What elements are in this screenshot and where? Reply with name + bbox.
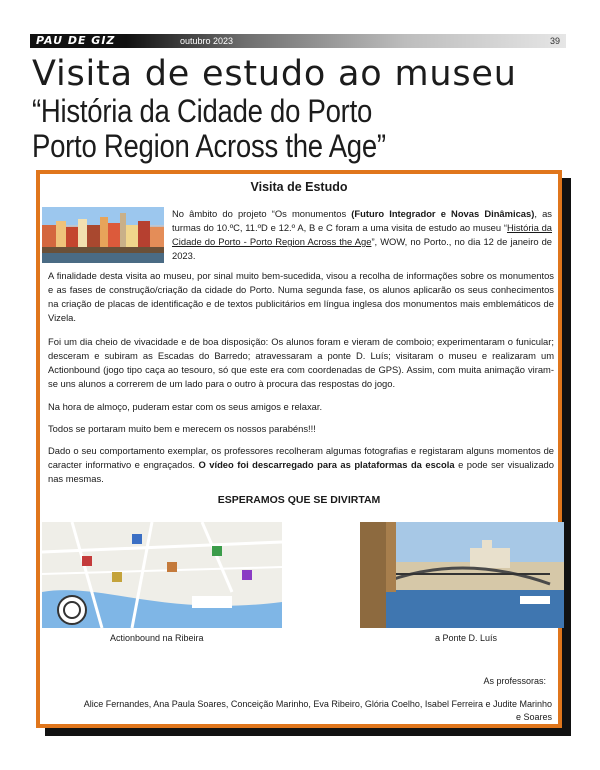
actionbound-map-image	[42, 522, 282, 628]
professors-names: Alice Fernandes, Ana Paula Soares, Conceição Marinho, Eva Ribeiro, Glória Coelho, Isabel Ferreira e Judite Marinho e Soares	[83, 699, 552, 722]
activities-paragraph: Foi um dia cheio de vivacidade e de boa disposição: Os alunos foram e vieram de comboio; experimentaram o funicular; desceram e subiram as Escadas do Barredo; atravessaram a ponte D. Luís; visitaram o museu e realizaram um Actionbound (jogo tipo caça ao tesouro, só que este era com coordenadas de GPS). Assim, com muita animação viram-se uns alunos a correrem de um lado para o outro à procura das respostas do jogo.	[48, 336, 554, 389]
slogan: ESPERAMOS QUE SE DIVIRTAM	[217, 494, 381, 506]
title-line-2: “História da Cidade do Porto	[32, 93, 373, 129]
article-box	[36, 170, 562, 728]
map-caption: Actionbound na Ribeira	[110, 633, 204, 643]
purpose-paragraph: A finalidade desta visita ao museu, por sinal muito bem-sucedida, visou a recolha de informações sobre os monumentos e as fases de construção/criação da cidade do Porto. Numa segunda fase, os alunos aplicarão os seus conhecimentos na criação de placas de identificação e de textos publicitários em língua inglesa dos monumentos mais emblemáticos de Vizela.	[48, 270, 554, 323]
lunch-paragraph: Na hora de almoço, puderam estar com os seus amigos e relaxar.	[48, 401, 323, 412]
header-bar	[30, 34, 566, 48]
article-heading: Visita de Estudo	[250, 180, 348, 194]
page-number: 39	[549, 36, 560, 46]
issue-date: outubro 2023	[180, 36, 234, 46]
title-line-3: Porto Region Across the Age”	[32, 128, 386, 164]
bridge-caption: a Ponte D. Luís	[435, 633, 498, 643]
ponte-d-luis-photo	[360, 522, 564, 628]
porto-city-photo	[42, 207, 164, 263]
video-paragraph: Dado o seu comportamento exemplar, os professores recolheram algumas fotografias e registaram alguns momentos de caracter informativo e engraçados. O vídeo foi descarregado para as plataformas da escola e pode ser visualizado nas mesmas.	[48, 445, 554, 484]
intro-paragraph: No âmbito do projeto “Os monumentos (Futuro Integrador e Novas Dinâmicas), as turmas do 10.ºC, 11.ºD e 12.º A, B e C foram a uma visita de estudo ao museu “História da Cidade do Porto - Porto Region Across the Age”, WOW, no Porto., no dia 12 de janeiro de 2023.	[172, 208, 553, 261]
title-line-1: Visita de estudo ao museu	[32, 54, 517, 94]
professors-label: As professoras:	[483, 676, 546, 686]
congrats-paragraph: Todos se portaram muito bem e merecem os nossos parabéns!!!	[48, 423, 316, 434]
brand-logo: PAU DE GIZ	[36, 34, 116, 47]
